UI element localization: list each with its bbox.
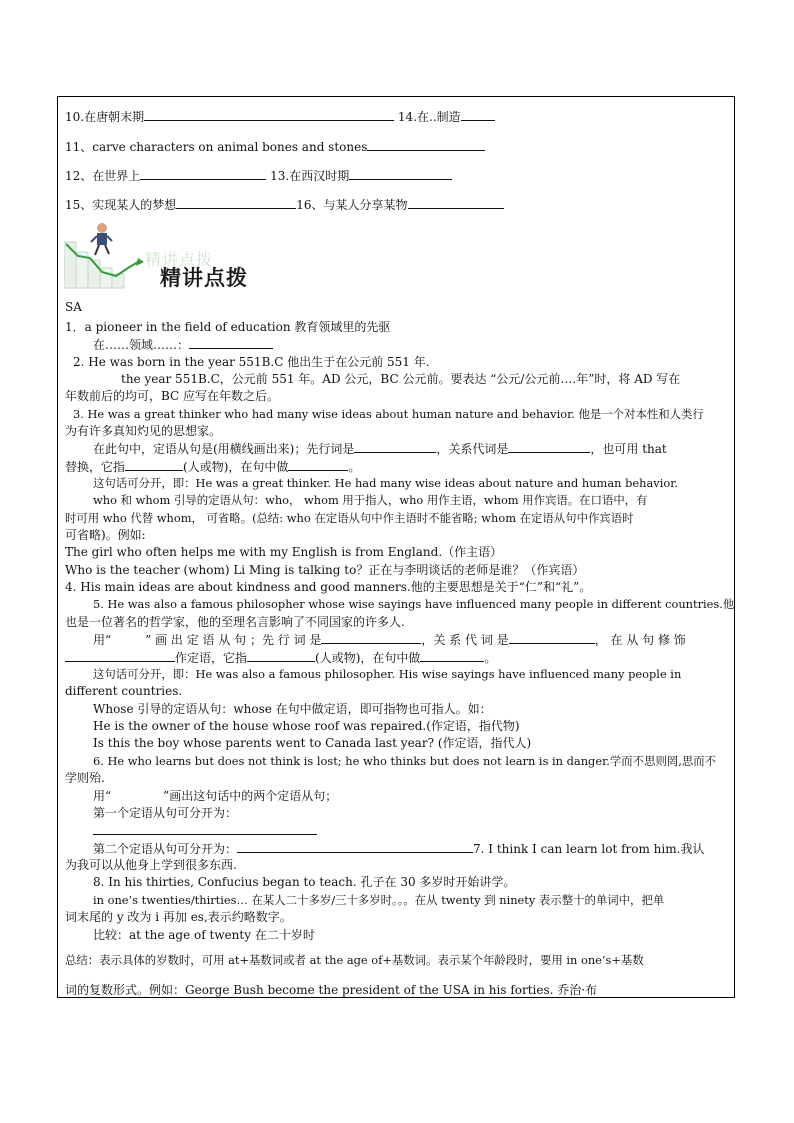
vocab-item-12: 12、在世界上 — [65, 169, 141, 183]
note-6-second-clause: 第二个定语从句可分开为： 7. I think I can learn lot from him.我认 — [93, 842, 705, 856]
answer-blank[interactable] — [140, 168, 266, 180]
answer-blank[interactable] — [461, 109, 495, 121]
note-5-split: 这句话可分开，即：He was also a famous philosopher. His wise sayings have influenced many people in — [93, 667, 682, 681]
example-2: Who is the teacher (whom) Li Ming is talking to？正在与李明谈话的老师是谁？（作宾语） — [65, 563, 585, 577]
answer-blank[interactable] — [367, 139, 485, 151]
note-8-c: 词末尾的 y 改为 i 再加 es,表示约略数字。 — [65, 910, 292, 924]
example-1: The girl who often helps me with my English is from England.（作主语） — [65, 545, 503, 559]
answer-blank[interactable] — [349, 168, 452, 180]
section-heading-illustration — [64, 222, 156, 290]
note-6-first-blank — [93, 823, 317, 839]
answer-blank[interactable] — [354, 441, 436, 453]
note-7-b: 为我可以从他身上学到很多东西. — [65, 858, 237, 872]
sa-label: SA — [65, 300, 82, 314]
note-3-h: 可省略)。例如: — [65, 528, 146, 542]
heading-shadow-text: 精讲点拨 — [145, 250, 214, 269]
note-1-blank-line: 在……领域……： — [93, 337, 273, 353]
section-heading: 精讲点拨 — [160, 266, 248, 290]
note-2: 2. He was born in the year 551B.C 他出生于在公元前 551 年. — [73, 355, 430, 369]
note-3-split: 这句话可分开，即：He was a great thinker. He had many wise ideas about nature and human behavior. — [93, 476, 679, 490]
answer-blank[interactable] — [125, 459, 183, 471]
vocab-line-11 — [65, 139, 485, 155]
answer-blank[interactable] — [144, 109, 394, 121]
vocab-item-13: 13.在西汉时期 — [270, 169, 350, 183]
note-2-b: the year 551B.C，公元前 551 年。AD 公元，BC 公元前。要表达 “公元/公元前….年”时，将 AD 写在 — [121, 372, 681, 386]
answer-blank[interactable] — [321, 632, 421, 644]
note-6: 6. He who learns but does not think is lost; he who thinks but does not learn is in danger.学而不思则罔,思而不 — [93, 754, 717, 768]
note-3-question-2: 替换，它指 (人或物)，在句中做 。 — [65, 460, 361, 474]
note-6-b: 学则殆. — [65, 771, 105, 785]
answer-blank[interactable] — [509, 632, 595, 644]
note-5-whose: Whose 引导的定语从句：whose 在句中做定语，即可指物也可指人。如： — [93, 702, 492, 716]
note-3-b: 为有许多真知灼见的思想家。 — [65, 424, 222, 438]
note-3-g: 时可用 who 代替 whom， 可省略。(总结: who 在定语从句中作主语时不能省略; whom 在定语从句中作宾语时 — [65, 511, 634, 525]
note-3-f: who 和 whom 引导的定语从句：who， whom 用于指人，who 用作主语，whom 用作宾语。在口语中，有 — [93, 493, 648, 507]
vocab-item-14: 14.在..制造 — [397, 110, 461, 124]
note-6-question: 用“ ”画出这句话中的两个定语从句； — [93, 789, 338, 803]
vocab-item-11: 11、carve characters on animal bones and stones — [65, 140, 368, 154]
answer-blank[interactable] — [247, 650, 315, 662]
note-3: 3. He was a great thinker who had many wise ideas about human nature and behavior. 他是一个对本性和人类行 — [73, 407, 704, 421]
note-4: 4. His main ideas are about kindness and good manners.他的主要思想是关于“仁”和“礼”。 — [65, 580, 592, 594]
note-5-b: 也是一位著名的哲学家，他的至理名言影响了不同国家的许多人. — [65, 615, 405, 629]
answer-blank[interactable] — [176, 197, 296, 209]
note-1: 1．a pioneer in the field of education 教育领域里的先驱 — [65, 320, 391, 334]
vocab-item-15: 15、实现某人的梦想 — [65, 198, 177, 212]
summary-1: 总结：表示具体的岁数时，可用 at+基数词或者 at the age of+基数词。表示某个年龄段时，要用 in one’s+基数 — [65, 953, 644, 967]
vocab-line-12-13 — [65, 168, 452, 184]
answer-blank[interactable] — [508, 441, 590, 453]
note-5: 5. He was also a famous philosopher whose wise sayings have influenced many people in different countries.他 — [93, 597, 735, 611]
answer-blank[interactable] — [93, 823, 317, 835]
note-8: 8. In his thirties, Confucius began to teach. 孔子在 30 多岁时开始讲学。 — [93, 875, 516, 889]
note-5-question-1: 用“ ” 画 出 定 语 从 句 ；先 行 词 是 ，关 系 代 词 是 ， 在 从 句 修 饰 — [93, 633, 686, 647]
answer-blank[interactable] — [408, 197, 504, 209]
summary-2: 词的复数形式。例如：George Bush become the president of the USA in his forties. 乔治·布 — [65, 983, 598, 997]
note-8-b: in one’s twenties/thirties… 在某人二十多岁/三十多岁时。。。在从 twenty 到 ninety 表示整十的单词中，把单 — [93, 893, 665, 907]
vocab-line-15-16 — [65, 197, 504, 213]
note-3-question-1: 在此句中，定语从句是(用横线画出来)；先行词是 ，关系代词是 ，也可用 that — [93, 442, 667, 456]
note-5-split-b: different countries. — [65, 684, 183, 698]
answer-blank[interactable] — [65, 650, 175, 662]
note-8-d: 比较：at the age of twenty 在二十岁时 — [93, 928, 315, 942]
example-4: Is this the boy whose parents went to Canada last year? (作定语，指代人) — [93, 736, 532, 750]
example-3: He is the owner of the house whose roof was repaired.(作定语，指代物) — [93, 719, 520, 733]
answer-blank[interactable] — [288, 459, 348, 471]
answer-blank[interactable] — [237, 841, 473, 853]
vocab-item-16: 16、与某人分享某物 — [296, 198, 408, 212]
vocab-item-10: 10.在唐朝末期 — [65, 110, 145, 124]
note-6-first-clause: 第一个定语从句可分开为： — [93, 806, 238, 820]
answer-blank[interactable] — [189, 337, 273, 349]
answer-blank[interactable] — [420, 650, 484, 662]
vocab-line-10-14 — [65, 109, 495, 125]
note-2-c: 年数前后的均可，BC 应写在年数之后。 — [65, 389, 280, 403]
note-5-question-2: 作定语，它指 (人或物)，在句中做 。 — [65, 650, 496, 666]
